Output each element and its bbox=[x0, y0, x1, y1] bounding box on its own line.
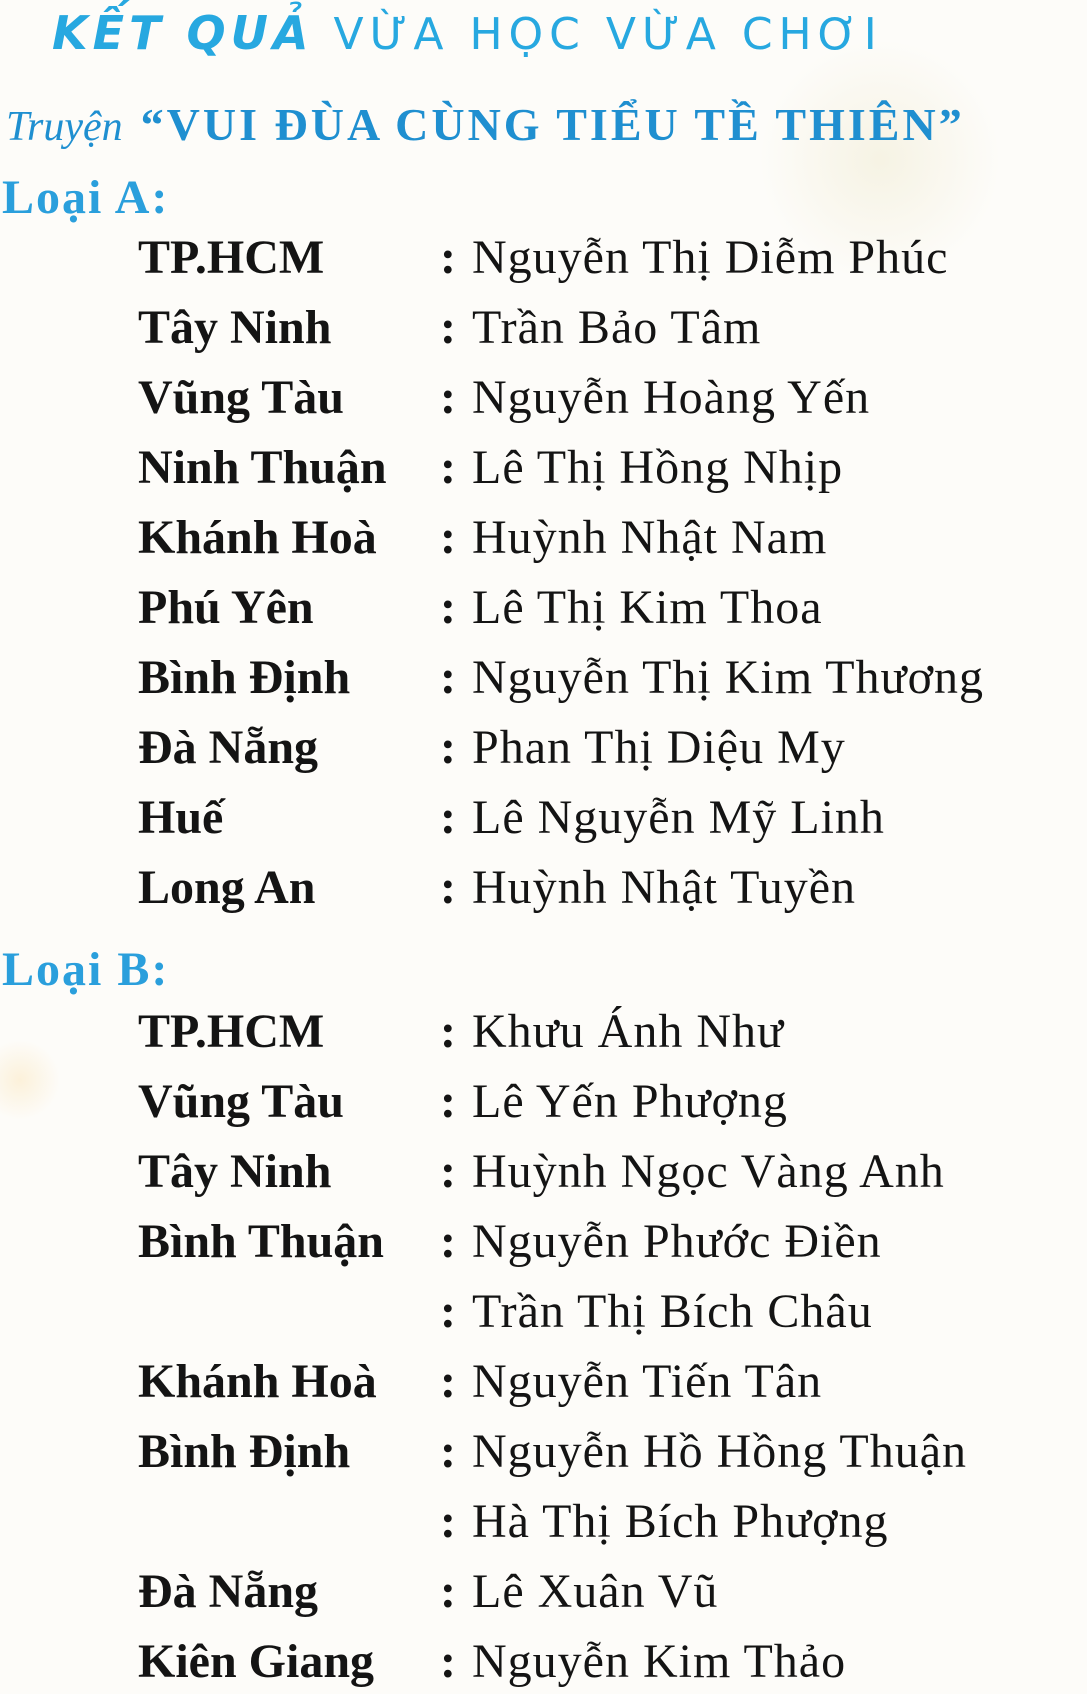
region-label: Vũng Tàu bbox=[138, 371, 344, 424]
region-label: Khánh Hoà bbox=[138, 511, 377, 564]
winner-name: Nguyễn Thị Diễm Phúc bbox=[472, 231, 949, 284]
winner-name: Nguyễn Hoàng Yến bbox=[472, 371, 871, 424]
list-item bbox=[0, 220, 1087, 290]
winner-name: Huỳnh Ngọc Vàng Anh bbox=[472, 1145, 945, 1198]
list-item bbox=[0, 850, 1087, 920]
section-b-list bbox=[0, 994, 1087, 1694]
winner-name: Lê Thị Kim Thoa bbox=[472, 581, 823, 634]
separator-colon: : bbox=[440, 1145, 456, 1198]
subtitle-story-name: “VUI ĐÙA CÙNG TIỂU TỀ THIÊN” bbox=[140, 99, 965, 150]
subtitle-prefix: Truyện bbox=[6, 104, 123, 150]
separator-colon: : bbox=[440, 1215, 456, 1268]
winner-name: Phan Thị Diệu My bbox=[472, 721, 846, 774]
region-label: Kiên Giang bbox=[138, 1635, 375, 1688]
region-label: Tây Ninh bbox=[138, 301, 332, 354]
winner-name: Hà Thị Bích Phượng bbox=[472, 1495, 889, 1548]
separator-colon: : bbox=[440, 441, 456, 494]
winner-name: Lê Nguyễn Mỹ Linh bbox=[472, 791, 885, 844]
list-item bbox=[0, 1484, 1087, 1554]
region-label: TP.HCM bbox=[138, 231, 325, 284]
separator-colon: : bbox=[440, 1355, 456, 1408]
separator-colon: : bbox=[440, 301, 456, 354]
list-item bbox=[0, 780, 1087, 850]
separator-colon: : bbox=[440, 1425, 456, 1478]
winner-name: Trần Bảo Tâm bbox=[472, 301, 762, 354]
winner-name: Huỳnh Nhật Nam bbox=[472, 511, 828, 564]
separator-colon: : bbox=[440, 581, 456, 634]
region-label: Bình Định bbox=[138, 1425, 351, 1478]
separator-colon: : bbox=[440, 1005, 456, 1058]
winner-name: Nguyễn Phước Điền bbox=[472, 1215, 882, 1268]
page-subtitle bbox=[6, 98, 965, 151]
region-label: Đà Nẵng bbox=[138, 721, 319, 774]
list-item bbox=[0, 640, 1087, 710]
separator-colon: : bbox=[440, 651, 456, 704]
section-a-heading: Loại A: bbox=[2, 171, 170, 224]
region-label: Ninh Thuận bbox=[138, 441, 387, 494]
section-a-list bbox=[0, 220, 1087, 920]
winner-name: Nguyễn Thị Kim Thương bbox=[472, 651, 984, 704]
separator-colon: : bbox=[440, 371, 456, 424]
section-b-heading: Loại B: bbox=[2, 943, 170, 996]
separator-colon: : bbox=[440, 511, 456, 564]
region-label: Khánh Hoà bbox=[138, 1355, 377, 1408]
winner-name: Nguyễn Kim Thảo bbox=[472, 1635, 847, 1688]
region-label: Phú Yên bbox=[138, 581, 314, 634]
region-label: Bình Thuận bbox=[138, 1215, 384, 1268]
list-item bbox=[0, 290, 1087, 360]
region-label: Vũng Tàu bbox=[138, 1075, 344, 1128]
region-label: Huế bbox=[138, 791, 224, 844]
list-item bbox=[0, 1554, 1087, 1624]
separator-colon: : bbox=[440, 1565, 456, 1618]
winner-name: Trần Thị Bích Châu bbox=[472, 1285, 873, 1338]
winner-name: Nguyễn Tiến Tân bbox=[472, 1355, 823, 1408]
winner-name: Lê Xuân Vũ bbox=[472, 1565, 719, 1618]
list-item bbox=[0, 1134, 1087, 1204]
separator-colon: : bbox=[440, 1285, 456, 1338]
list-item bbox=[0, 500, 1087, 570]
title-thin-part: VỪA HỌC VỪA CHƠI bbox=[333, 9, 883, 60]
title-bold-part: KẾT QUẢ bbox=[52, 6, 314, 60]
list-item bbox=[0, 570, 1087, 640]
winner-name: Nguyễn Hồ Hồng Thuận bbox=[472, 1425, 968, 1478]
list-item bbox=[0, 994, 1087, 1064]
list-item bbox=[0, 710, 1087, 780]
winner-name: Lê Thị Hồng Nhịp bbox=[472, 441, 844, 494]
list-item bbox=[0, 1274, 1087, 1344]
region-label: Bình Định bbox=[138, 651, 351, 704]
region-label: Long An bbox=[138, 861, 316, 914]
winner-name: Khưu Ánh Như bbox=[472, 1005, 785, 1058]
separator-colon: : bbox=[440, 721, 456, 774]
separator-colon: : bbox=[440, 791, 456, 844]
list-item bbox=[0, 1414, 1087, 1484]
list-item bbox=[0, 430, 1087, 500]
separator-colon: : bbox=[440, 861, 456, 914]
list-item bbox=[0, 360, 1087, 430]
separator-colon: : bbox=[440, 231, 456, 284]
list-item bbox=[0, 1064, 1087, 1134]
winner-name: Lê Yến Phượng bbox=[472, 1075, 788, 1128]
page-title bbox=[52, 6, 883, 60]
list-item bbox=[0, 1344, 1087, 1414]
region-label: TP.HCM bbox=[138, 1005, 325, 1058]
list-item bbox=[0, 1624, 1087, 1694]
separator-colon: : bbox=[440, 1635, 456, 1688]
separator-colon: : bbox=[440, 1495, 456, 1548]
region-label: Đà Nẵng bbox=[138, 1565, 319, 1618]
separator-colon: : bbox=[440, 1075, 456, 1128]
region-label: Tây Ninh bbox=[138, 1145, 332, 1198]
list-item bbox=[0, 1204, 1087, 1274]
winner-name: Huỳnh Nhật Tuyền bbox=[472, 861, 857, 914]
